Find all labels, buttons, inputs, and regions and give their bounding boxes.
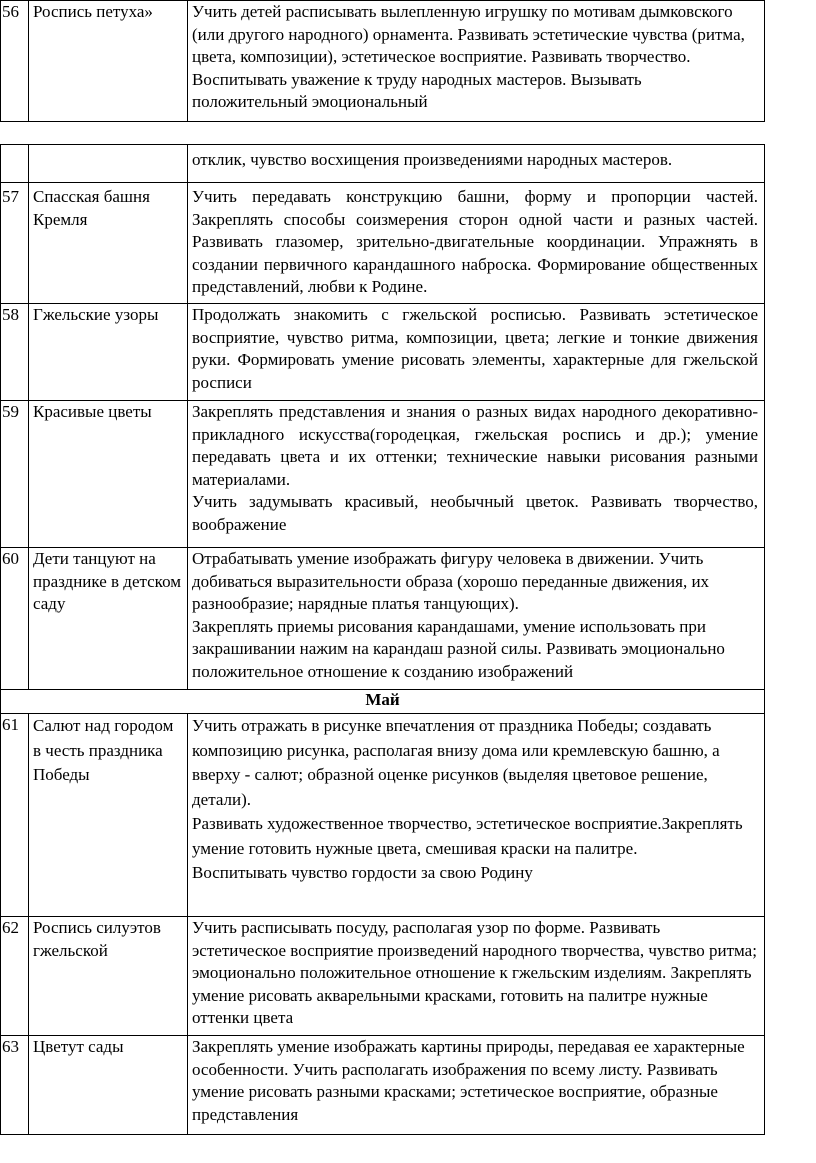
goal-paragraph: Учить задумывать красивый, необычный цветок. Развивать творчество, воображение (192, 492, 758, 534)
row-topic: Красивые цветы (29, 401, 188, 548)
row-topic: Салют над городом в честь праздника Победы (29, 714, 188, 917)
row-topic: Гжельские узоры (29, 304, 188, 401)
row-goal (188, 548, 765, 690)
plan-table-top (0, 0, 765, 122)
row-number: 59 (1, 401, 29, 548)
row-topic: Дети танцуют на празднике в детском саду (29, 548, 188, 690)
goal-paragraph: Закреплять умение изображать картины природы, передавая ее характерные особенности. Учить располагать изображения по всему листу. Развивать умение рисовать разными красками; эстетическое восприятие, образные представления (192, 1037, 745, 1124)
goal-paragraph: Развивать художественное творчество, эстетическое восприятие.Закреплять умение готовить нужные цвета, смешивая краски на палитре. (192, 814, 743, 858)
row-goal (188, 145, 765, 183)
row-topic: Роспись силуэтов гжельской (29, 917, 188, 1036)
table-row-continuation (1, 145, 765, 183)
row-number: 61 (1, 714, 29, 917)
row-topic (29, 145, 188, 183)
table-row (1, 714, 765, 917)
row-topic: Роспись петуха» (29, 1, 188, 122)
row-goal (188, 1036, 765, 1135)
row-number: 57 (1, 183, 29, 304)
month-label: Май (1, 690, 765, 714)
table-row (1, 183, 765, 304)
goal-paragraph: Учить детей расписывать вылепленную игрушку по мотивам дымковского (или другого народного) орнамента. Развивать эстетические чувства (ритма, цвета, композиции), эстетическое восприятие. Развивать творчество. Воспитывать уважение к труду народных мастеров. Вызывать положительный эмоциональный (192, 2, 745, 112)
row-goal (188, 304, 765, 401)
row-number: 62 (1, 917, 29, 1036)
row-number: 60 (1, 548, 29, 690)
row-topic: Спасская башня Кремля (29, 183, 188, 304)
table-row (1, 917, 765, 1036)
goal-paragraph: Воспитывать чувство гордости за свою Родину (192, 863, 533, 882)
goal-paragraph: Закреплять представления и знания о разных видах народного декоративно-прикладного искусства(городецкая, гжельская роспись и др.); умение передавать цвета и их оттенки; технические навыки рисования разными материалами. (192, 402, 758, 489)
plan-table-main (0, 144, 765, 1135)
month-header-row (1, 690, 765, 714)
table-row (1, 548, 765, 690)
row-number: 63 (1, 1036, 29, 1135)
row-topic: Цветут сады (29, 1036, 188, 1135)
goal-paragraph: Учить передавать конструкцию башни, форму и пропорции частей. Закреплять способы соизмерения сторон одной части и разных частей. Развивать глазомер, зрительно-двигательные координации. Упражнять в создании первичного карандашного наброска. Формирование общественных представлений, любви к Родине. (192, 187, 758, 297)
row-goal (188, 183, 765, 304)
row-number (1, 145, 29, 183)
goal-paragraph: отклик, чувство восхищения произведениями народных мастеров. (192, 150, 673, 169)
table-row (1, 1, 765, 122)
row-goal (188, 917, 765, 1036)
table-row (1, 1036, 765, 1135)
row-number: 58 (1, 304, 29, 401)
row-number: 56 (1, 1, 29, 122)
table-row (1, 401, 765, 548)
table-row (1, 304, 765, 401)
goal-paragraph: Продолжать знакомить с гжельской росписью. Развивать эстетическое восприятие, чувство ритма, композиции, цвета; легкие и тонкие движения руки. Формировать умение рисовать элементы, характерные для гжельской росписи (192, 305, 758, 392)
goal-paragraph: Учить отражать в рисунке впечатления от праздника Победы; создавать композицию рисунка, располагая внизу дома или кремлевскую башню, а вверху - салют; образной оценке рисунков (выделяя цветовое решение, детали). (192, 716, 720, 809)
goal-paragraph: Учить расписывать посуду, располагая узор по форме. Развивать эстетическое восприятие произведений народного творчества, чувство ритма; эмоционально положительное отношение к гжельским изделиям. Закреплять умение рисовать акварельными красками, готовить на палитре нужные оттенки цвета (192, 918, 757, 1028)
goal-paragraph: Закреплять приемы рисования карандашами, умение использовать при закрашивании нажим на карандаш разной силы. Развивать эмоционально положительное отношение к созданию изображений (192, 616, 725, 681)
row-goal (188, 714, 765, 917)
row-goal (188, 401, 765, 548)
row-goal (188, 1, 765, 122)
goal-paragraph: Отрабатывать умение изображать фигуру человека в движении. Учить добиваться выразительности образа (хорошо переданные движения, их разнообразие; нарядные платья танцующих). (192, 549, 710, 614)
